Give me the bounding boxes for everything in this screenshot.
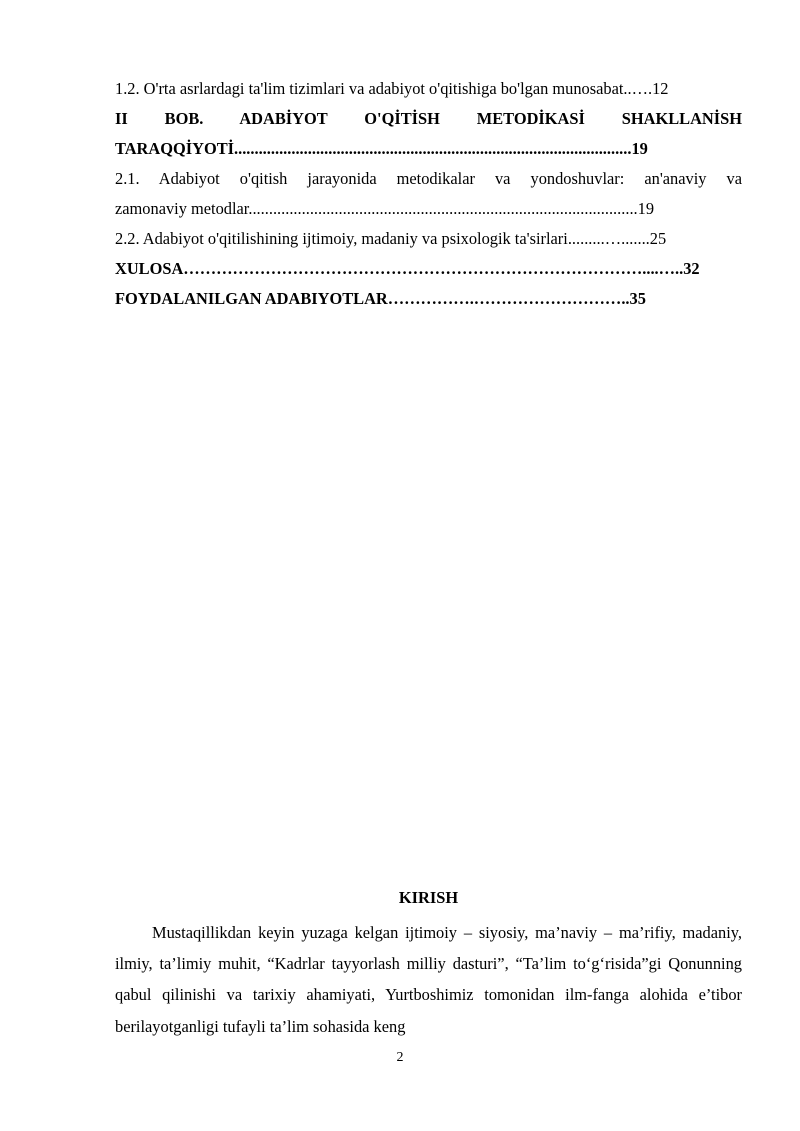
section-title: KIRISH bbox=[398, 888, 459, 907]
toc-conclusion: XULOSA…………………………………………………………………………....…..32 bbox=[115, 259, 700, 278]
page-number: 2 bbox=[396, 1050, 404, 1065]
toc-item-2-1-cont: zamonaviy metodlar...............................................................................................19 bbox=[115, 199, 655, 218]
toc-chapter-2-title: II BOB. ADABİYOT O'QİTİSH METODİKASİ SHAKLLANİSH bbox=[115, 109, 742, 128]
table-of-contents bbox=[115, 74, 742, 314]
toc-item-2-1: 2.1. Adabiyot o'qitish jarayonida metodikalar va yondoshuvlar: an'anaviy va bbox=[115, 169, 742, 188]
toc-item-1-2: 1.2. O'rta asrlardagi ta'lim tizimlari va adabiyot o'qitishiga bo'lgan munosabat..….12 bbox=[115, 79, 669, 98]
toc-references: FOYDALANILGAN ADABIYOTLAR…………….………………………..35 bbox=[115, 289, 646, 308]
body-paragraph: Mustaqillikdan keyin yuzaga kelgan ijtimoiy – siyosiy, ma’naviy – ma’rifiy, madaniy, ilmiy, ta’limiy muhit, “Kadrlar tayyorlash milliy dasturi”, “Ta’lim to‘g‘risida”gi Qonunning qabul qilinishi va tarixiy ahamiyati, Yurtboshimiz tomonidan ilm-fanga alohida e’tibor berilayotganligi tufayli ta’lim sohasida keng bbox=[115, 923, 742, 1036]
section-body bbox=[115, 917, 742, 1042]
toc-item-2-2: 2.2. Adabiyot o'qitilishining ijtimoiy, madaniy va psixologik ta'sirlari.........….......25 bbox=[115, 229, 667, 248]
toc-chapter-2-title-cont: TARAQQİYOTİ.................................................................................................19 bbox=[115, 139, 648, 158]
